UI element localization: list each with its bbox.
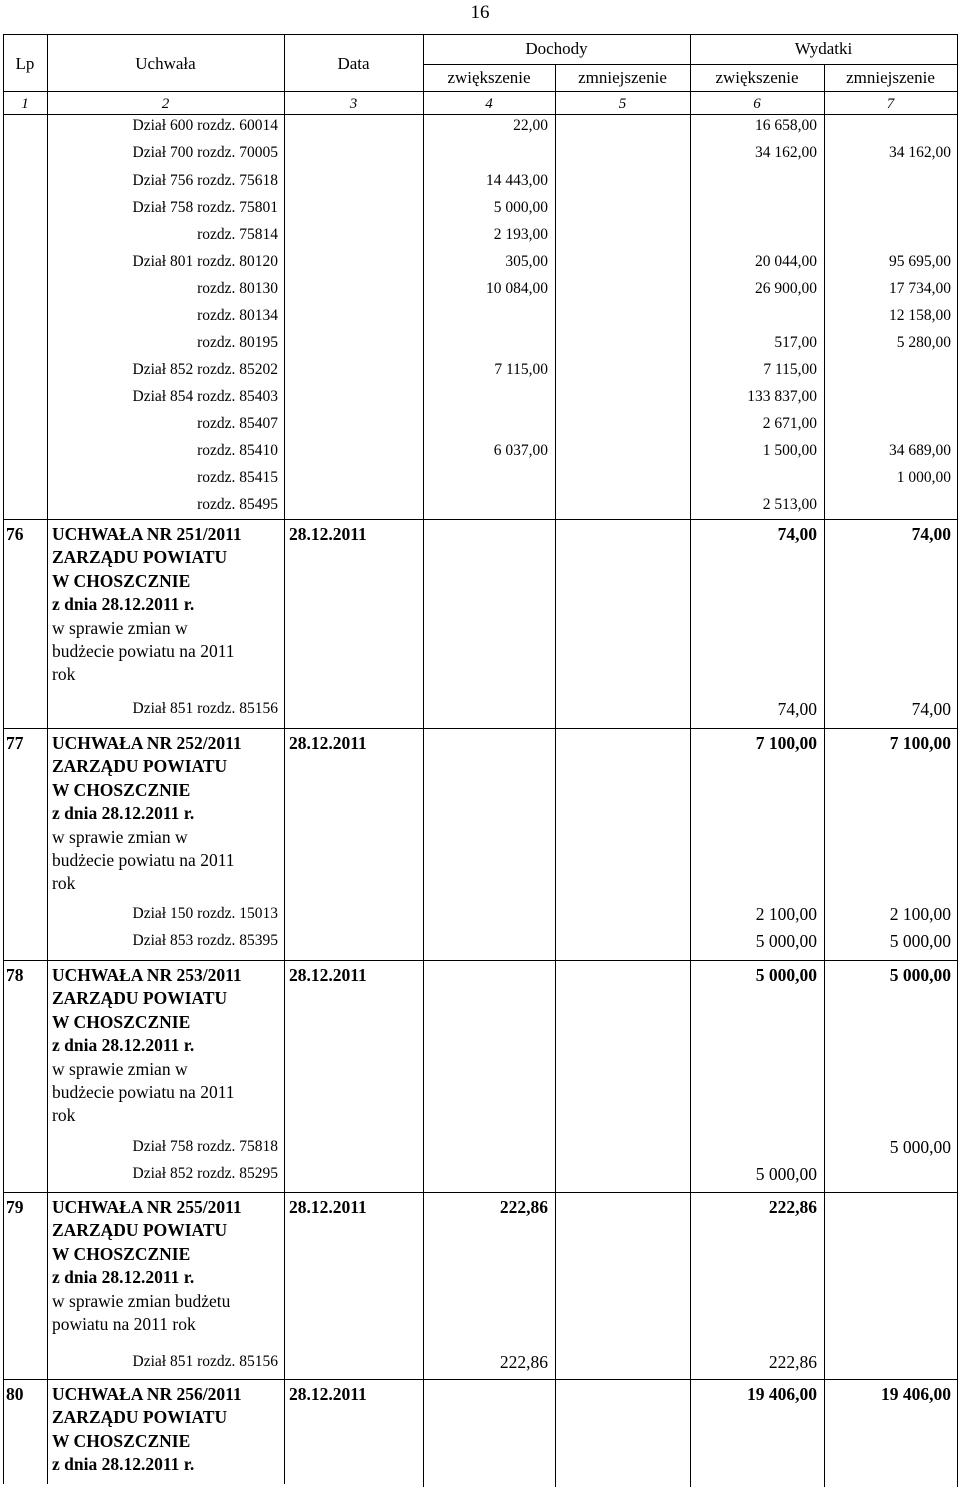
entry-separator [3,519,958,520]
row-label: Dział 853 rozdz. 85395 [132,932,278,949]
row-label: rozdz. 85407 [197,415,278,432]
value-w-minus: 74,00 [911,699,951,719]
header-wydatki: Wydatki [794,39,853,58]
header-uchwala: Uchwała [135,54,196,73]
resolution-date: 28.12.2011 [289,733,367,753]
resolution-date: 28.12.2011 [289,1384,367,1404]
resolution-description: rok [52,664,76,685]
resolution-title-line: z dnia 28.12.2011 r. [52,803,195,824]
value-d-plus: 2 193,00 [493,226,548,243]
resolution-title: UCHWAŁA NR 251/2011 [52,524,242,544]
value-d-plus: 22,00 [513,117,548,134]
value-d-plus: 10 084,00 [486,280,548,297]
resolution-title: UCHWAŁA NR 253/2011 [52,965,242,985]
header-dochody: Dochody [525,39,588,58]
value-d-plus: 222,86 [499,1197,548,1217]
value-w-plus: 34 162,00 [755,144,817,161]
table-top-border [3,34,958,35]
value-w-minus: 7 100,00 [889,733,951,753]
value-w-plus: 26 900,00 [755,280,817,297]
value-d-plus: 14 443,00 [486,172,548,189]
entry-separator [3,1192,958,1193]
value-w-plus: 7 115,00 [763,361,817,378]
value-w-plus: 7 100,00 [755,733,817,753]
value-w-minus: 1 000,00 [896,469,951,486]
value-w-minus: 2 100,00 [889,904,951,924]
resolution-title-line: W CHOSZCZNIE [52,1243,191,1264]
column-number: 2 [161,96,170,112]
header-rule [423,64,957,65]
row-label: rozdz. 80195 [197,334,278,351]
value-w-plus: 2 513,00 [762,496,817,513]
column-number: 6 [753,96,761,112]
resolution-title-line: W CHOSZCZNIE [52,1430,191,1451]
value-w-plus: 74,00 [777,699,817,719]
value-w-plus: 5 000,00 [755,931,817,951]
value-w-minus: 17 734,00 [889,280,951,297]
value-w-plus: 20 044,00 [755,253,817,270]
resolution-description: powiatu na 2011 rok [52,1314,196,1334]
header-d-zwiekszenie: zwiększenie [447,68,531,87]
resolution-description: budżecie powiatu na 2011 [52,1082,235,1102]
column-number: 4 [485,96,493,112]
entry-lp: 77 [6,733,24,753]
row-label: Dział 600 rozdz. 60014 [132,117,278,134]
value-w-plus: 5 000,00 [755,1164,817,1184]
value-w-plus: 19 406,00 [747,1384,817,1404]
value-w-plus: 133 837,00 [747,388,817,405]
resolution-description: rok [52,1105,76,1126]
row-label: Dział 852 rozdz. 85202 [132,361,278,378]
row-label: rozdz. 80130 [197,280,278,297]
value-w-plus: 222,86 [768,1197,817,1217]
entry-lp: 80 [6,1384,24,1404]
value-w-minus: 5 000,00 [889,965,951,985]
resolution-title-line: W CHOSZCZNIE [52,779,191,800]
header-lp: Lp [15,54,35,73]
value-w-plus: 2 100,00 [755,904,817,924]
row-label: rozdz. 80134 [197,307,278,324]
value-w-minus: 74,00 [911,524,951,544]
value-d-plus: 305,00 [505,253,548,270]
resolution-description: budżecie powiatu na 2011 [52,641,235,661]
resolution-description: budżecie powiatu na 2011 [52,850,235,870]
row-label: Dział 852 rozdz. 85295 [132,1165,278,1182]
resolution-date: 28.12.2011 [289,1197,367,1217]
resolution-title-line: ZARZĄDU POWIATU [52,1220,228,1241]
header-w-zwiekszenie: zwiększenie [715,68,799,87]
row-label: Dział 758 rozdz. 75801 [132,199,278,216]
value-w-plus: 517,00 [774,334,817,351]
value-w-minus: 19 406,00 [881,1384,951,1404]
entry-lp: 78 [6,965,24,985]
value-w-plus: 2 671,00 [762,415,817,432]
column-number: 1 [21,96,29,112]
resolution-title-line: ZARZĄDU POWIATU [52,988,228,1009]
resolution-date: 28.12.2011 [289,524,367,544]
value-w-minus: 95 695,00 [889,253,951,270]
value-w-plus: 5 000,00 [755,965,817,985]
resolution-title-line: W CHOSZCZNIE [52,1011,191,1032]
resolution-title-line: ZARZĄDU POWIATU [52,1407,228,1428]
header-d-zmniejszenie: zmniejszenie [578,68,667,87]
value-w-minus: 12 158,00 [889,307,951,324]
resolution-title-line: z dnia 28.12.2011 r. [52,1454,195,1475]
resolution-date: 28.12.2011 [289,965,367,985]
value-w-minus: 5 000,00 [889,1137,951,1157]
resolution-title-line: z dnia 28.12.2011 r. [52,1035,195,1056]
page-number: 16 [470,2,490,23]
resolution-description: rok [52,873,76,894]
entry-separator [3,728,958,729]
row-label: Dział 756 rozdz. 75618 [132,172,278,189]
row-label: Dział 150 rozdz. 15013 [132,905,278,922]
resolution-title-line: W CHOSZCZNIE [52,570,191,591]
resolution-title-line: z dnia 28.12.2011 r. [52,594,195,615]
header-data: Data [337,54,370,73]
row-label: Dział 851 rozdz. 85156 [132,700,278,717]
resolution-title-line: z dnia 28.12.2011 r. [52,1267,195,1288]
table-right-border [957,34,958,1487]
row-label: Dział 758 rozdz. 75818 [132,1138,278,1155]
resolution-title-line: ZARZĄDU POWIATU [52,547,228,568]
row-label: Dział 700 rozdz. 70005 [132,144,278,161]
row-label: rozdz. 85410 [197,442,278,459]
col-divider [284,34,285,1484]
value-d-plus: 6 037,00 [493,442,548,459]
row-label: rozdz. 85495 [197,496,278,513]
resolution-title-line: ZARZĄDU POWIATU [52,756,228,777]
value-w-plus: 222,86 [768,1352,817,1372]
column-number: 7 [886,96,895,112]
col-divider [555,64,556,1487]
value-d-plus: 222,86 [499,1352,548,1372]
header-rule [3,91,958,92]
value-w-plus: 74,00 [777,524,817,544]
row-label: Dział 851 rozdz. 85156 [132,1353,278,1370]
entry-lp: 79 [6,1197,24,1217]
value-w-minus: 5 000,00 [889,931,951,951]
value-w-plus: 16 658,00 [755,117,817,134]
entry-separator [3,960,958,961]
value-d-plus: 7 115,00 [494,361,548,378]
resolution-title: UCHWAŁA NR 255/2011 [52,1197,242,1217]
resolution-description: w sprawie zmian w [52,1058,188,1079]
row-label: rozdz. 75814 [197,226,278,243]
value-w-minus: 34 162,00 [889,144,951,161]
resolution-title: UCHWAŁA NR 256/2011 [52,1384,242,1404]
value-w-plus: 1 500,00 [762,442,817,459]
column-number: 5 [618,96,627,112]
entry-lp: 76 [6,524,24,544]
resolution-description: w sprawie zmian w [52,617,188,638]
resolution-description: w sprawie zmian w [52,826,188,847]
row-label: Dział 801 rozdz. 80120 [132,253,278,270]
value-w-minus: 5 280,00 [896,334,951,351]
row-label: rozdz. 85415 [197,469,278,486]
column-number: 3 [349,96,358,112]
resolution-description: w sprawie zmian budżetu [52,1290,231,1311]
table-left-border [3,34,4,1484]
resolution-title: UCHWAŁA NR 252/2011 [52,733,242,753]
value-d-plus: 5 000,00 [493,199,548,216]
header-w-zmniejszenie: zmniejszenie [846,68,935,87]
row-label: Dział 854 rozdz. 85403 [132,388,278,405]
entry-separator [3,1379,958,1380]
value-w-minus: 34 689,00 [889,442,951,459]
